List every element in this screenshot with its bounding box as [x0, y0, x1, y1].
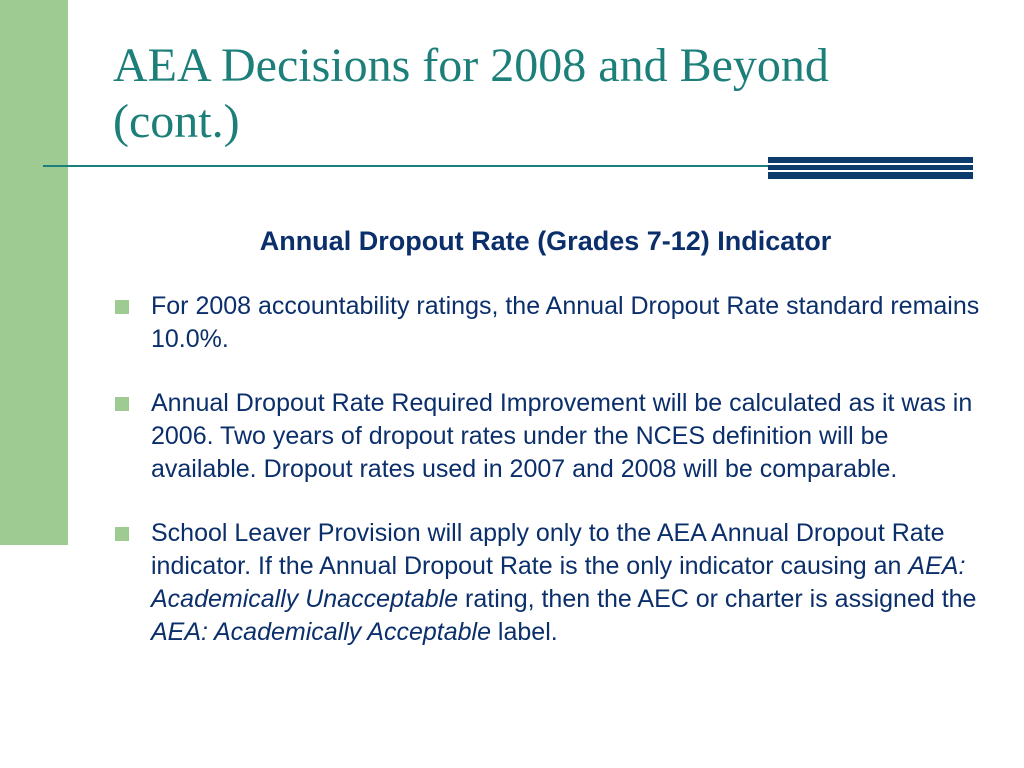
bullet-list — [113, 290, 993, 680]
square-bullet-icon — [115, 397, 129, 411]
bullet-text — [151, 519, 976, 646]
bullet-item — [113, 290, 993, 356]
bullet-text-part: label. — [490, 618, 558, 646]
title-divider-thick — [768, 157, 973, 179]
square-bullet-icon — [115, 527, 129, 541]
side-accent-bar — [0, 0, 68, 545]
rating-term-acceptable: AEA: Academically Acceptable — [151, 618, 491, 646]
slide-subtitle: Annual Dropout Rate (Grades 7-12) Indicator — [259, 226, 832, 256]
bullet-text-part: rating, then the AEC or charter is assigned the — [458, 585, 977, 613]
bullet-text: For 2008 accountability ratings, the Annual Dropout Rate standard remains 10.0%. — [151, 292, 980, 353]
slide-title-line-1: AEA Decisions for 2008 and Beyond — [113, 39, 829, 92]
bullet-item — [113, 387, 993, 486]
slide-title-line-2: (cont.) — [113, 95, 240, 148]
square-bullet-icon — [115, 300, 129, 314]
bullet-text: Annual Dropout Rate Required Improvement will be calculated as it was in 2006. Two years of dropout rates under the NCES definition will be available. Dropout rates used in 2007 and 2008 will be comparable. — [151, 389, 973, 483]
bullet-text-part: School Leaver Provision will apply only to the AEA Annual Dropout Rate indicator. If the Annual Dropout Rate is the only indicator causing an — [151, 519, 945, 580]
rating-term-unacceptable: AEA: Academically Unacceptable — [151, 552, 966, 613]
title-divider-thin — [43, 165, 769, 167]
bullet-item — [113, 517, 993, 649]
slide-title — [113, 38, 993, 150]
